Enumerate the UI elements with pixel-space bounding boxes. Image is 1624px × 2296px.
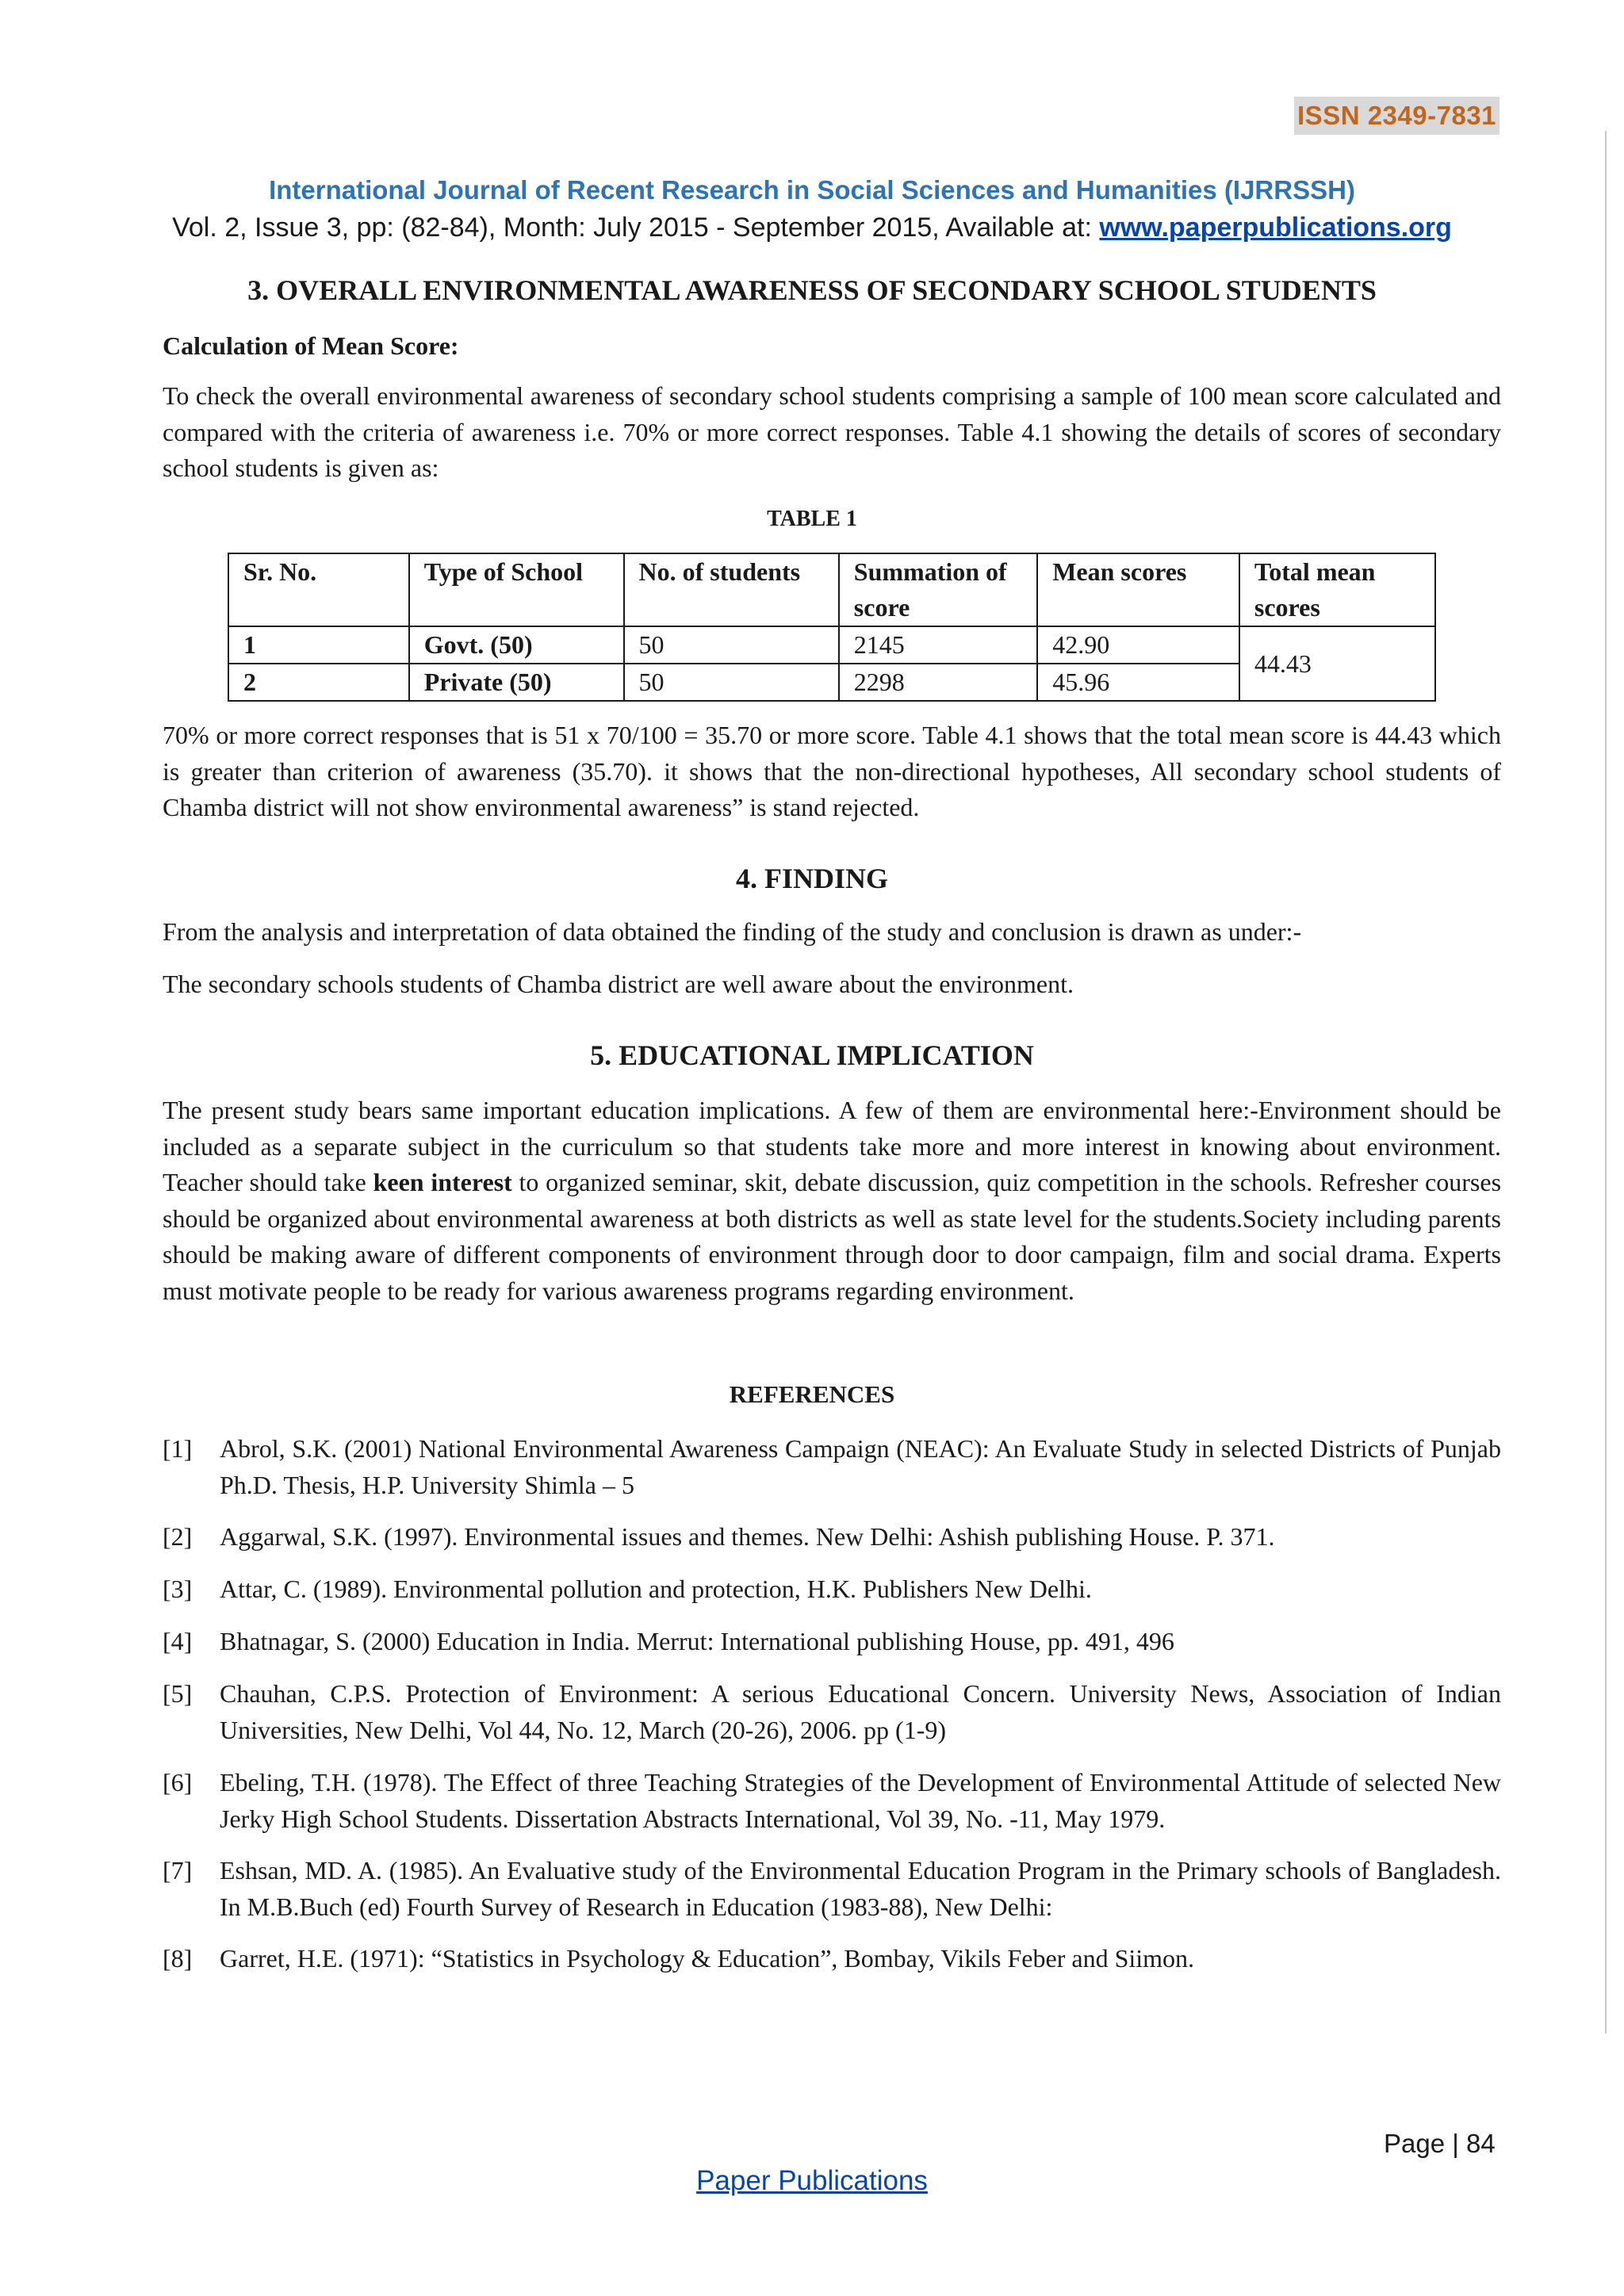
reference-text: Ebeling, T.H. (1978). The Effect of three Teaching Strategies of the Development of Environmental Attitude of selected New Jerky High School Students. Dissertation Abstracts International, Vol 39, No. -11, May 1979. [220, 1768, 1501, 1833]
section-5-heading: 5. EDUCATIONAL IMPLICATION [590, 1039, 1034, 1071]
reference-text: Eshsan, MD. A. (1985). An Evaluative study of the Environmental Education Program in the Primary schools of Bangladesh. In M.B.Buch (ed) Fourth Survey of Research in Education (1983-88), New Delhi: [220, 1856, 1501, 1921]
reference-item [163, 1519, 1501, 1556]
table-header-cell: Summation of score [839, 553, 1037, 626]
section-4-heading: 4. FINDING [735, 863, 888, 894]
journal-meta-text: Vol. 2, Issue 3, pp: (82-84), Month: July 2015 - September 2015, Available at: [172, 212, 1100, 243]
reference-text: Bhatnagar, S. (2000) Education in India. Merrut: International publishing House, pp. 491, 496 [220, 1627, 1174, 1655]
implication-text-2: to organized seminar, skit, debate discussion, quiz competition in the schools. Refresher courses should be organized about environmental awareness at both districts as well as state level for the students.Society including parents should be making aware of different components of environment through door to door campaign, film and social drama. Experts must motivate people to be ready for various awareness programs regarding environment. [163, 1168, 1502, 1305]
reference-text: Garret, H.E. (1971): “Statistics in Psychology & Education”, Bombay, Vikils Feber and Siimon. [220, 1944, 1195, 1973]
table-cell-sum: 2145 [839, 626, 1037, 664]
reference-number: [6] [163, 1768, 193, 1797]
reference-number: [3] [163, 1575, 193, 1603]
table-header-row [228, 553, 1435, 626]
table-cell-sr: 1 [228, 626, 409, 664]
reference-text: Attar, C. (1989). Environmental pollution and protection, H.K. Publishers New Delhi. [220, 1575, 1092, 1603]
finding-paragraph-2: The secondary schools students of Chamba district are well aware about the environment. [163, 970, 1074, 998]
reference-item [163, 1571, 1501, 1608]
references-heading: REFERENCES [729, 1380, 895, 1408]
reference-item [163, 1941, 1501, 1977]
reference-number: [5] [163, 1679, 193, 1708]
table-cell-mean: 45.96 [1037, 664, 1239, 701]
reference-item [163, 1676, 1501, 1748]
page-border-rule [1605, 131, 1607, 2034]
reference-item [163, 1853, 1501, 1925]
table-caption: TABLE 1 [767, 507, 857, 531]
reference-text: Aggarwal, S.K. (1997). Environmental issues and themes. New Delhi: Ashish publishing House. P. 371. [220, 1522, 1275, 1551]
journal-title: International Journal of Recent Research in Social Sciences and Humanities (IJRRSSH) [269, 175, 1355, 205]
reference-text: Chauhan, C.P.S. Protection of Environment: A serious Educational Concern. University News, Association of Indian Universities, New Delhi, Vol 44, No. 12, March (20-26), 2006. pp (1-9) [220, 1679, 1501, 1744]
table-header-cell: Total mean scores [1239, 553, 1435, 626]
reference-item [163, 1431, 1501, 1503]
page-number: Page | 84 [1384, 2129, 1496, 2158]
reference-number: [2] [163, 1522, 193, 1551]
table-cell-type: Govt. (50) [409, 626, 624, 664]
table-header-cell: No. of students [624, 553, 839, 626]
table-cell-sum: 2298 [839, 664, 1037, 701]
reference-number: [7] [163, 1856, 193, 1885]
implication-emphasis: keen interest [373, 1168, 512, 1196]
table-header-cell: Mean scores [1037, 553, 1239, 626]
implication-text-1: The present study bears same important education implications. A few of them are environmental here:-Environment should be included as a separate subject in the curriculum so that students take more and more interest in knowing about environment. Teacher should take [163, 1096, 1501, 1196]
table-cell-mean: 42.90 [1037, 626, 1239, 664]
mean-score-subheading: Calculation of Mean Score: [163, 331, 459, 360]
finding-paragraph-1: From the analysis and interpretation of data obtained the finding of the study and conclusion is drawn as under:- [163, 917, 1302, 946]
table-header-cell: Sr. No. [228, 553, 409, 626]
publisher-link[interactable]: Paper Publications [696, 2165, 928, 2196]
table-row [228, 626, 1435, 664]
reference-item [163, 1624, 1501, 1660]
reference-number: [4] [163, 1627, 193, 1655]
issn-label: ISSN 2349-7831 [1294, 97, 1500, 135]
table-cell-students: 50 [624, 626, 839, 664]
reference-item [163, 1765, 1501, 1837]
scores-table [228, 553, 1436, 702]
journal-meta [0, 209, 1624, 246]
section-3-intro: To check the overall environmental awareness of secondary school students comprising a sample of 100 mean score calculated and compared with the criteria of awareness i.e. 70% or more correct responses. Table 4.1 showing the details of scores of secondary school students is given as: [163, 381, 1501, 482]
section-3-conclusion: 70% or more correct responses that is 51 x 70/100 = 35.70 or more score. Table 4.1 shows that the total mean score is 44.43 which is greater than criterion of awareness (35.70). it shows that the non-directional hypotheses, All secondary school students of Chamba district will not show environmental awareness” is stand rejected. [163, 721, 1501, 821]
table-cell-students: 50 [624, 664, 839, 701]
journal-website-link[interactable]: www.paperpublications.org [1099, 212, 1452, 243]
reference-text: Abrol, S.K. (2001) National Environmental Awareness Campaign (NEAC): An Evaluate Study in selected Districts of Punjab Ph.D. Thesis, H.P. University Shimla – 5 [220, 1434, 1501, 1499]
reference-number: [8] [163, 1944, 193, 1973]
section-3-heading: 3. OVERALL ENVIRONMENTAL AWARENESS OF SECONDARY SCHOOL STUDENTS [247, 274, 1377, 306]
reference-number: [1] [163, 1434, 193, 1463]
table-cell-type: Private (50) [409, 664, 624, 701]
table-cell-total-mean: 44.43 [1239, 626, 1435, 701]
table-cell-sr: 2 [228, 664, 409, 701]
implication-paragraph [163, 1093, 1501, 1309]
table-header-cell: Type of School [409, 553, 624, 626]
